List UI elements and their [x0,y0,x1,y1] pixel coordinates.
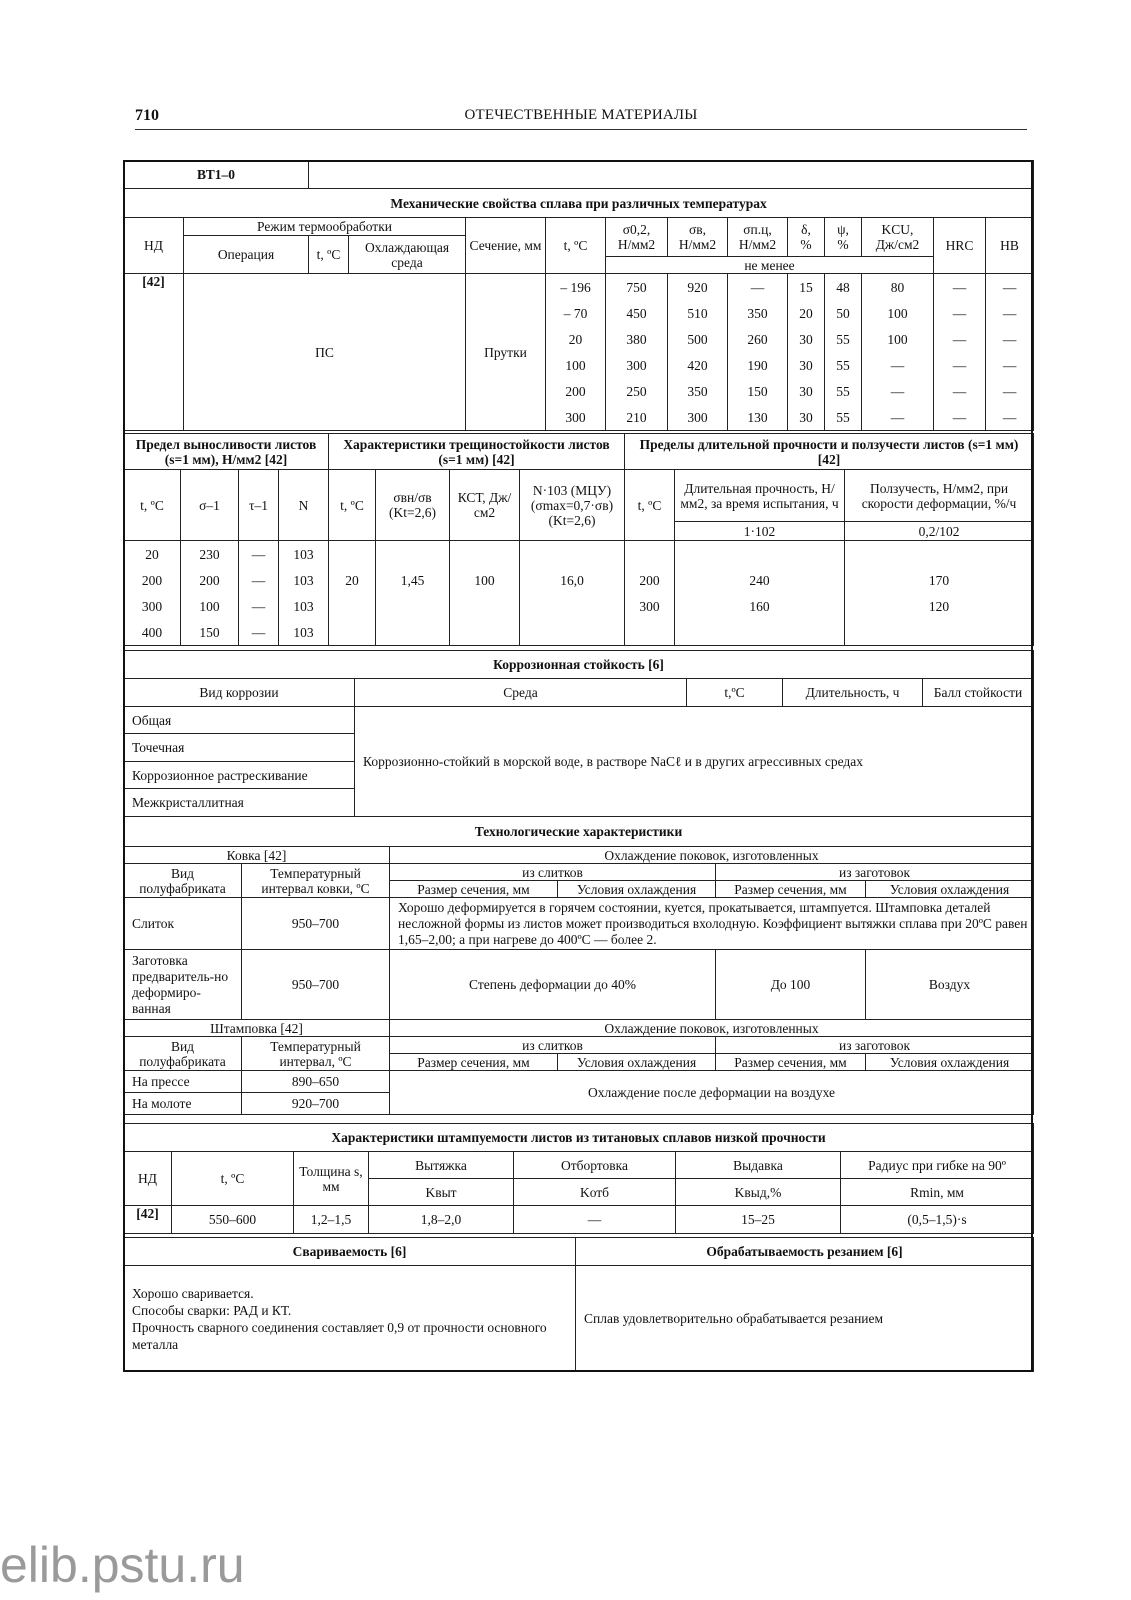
fatigue-cell: 150 [181,619,239,646]
stamp-cell: 1,8–2,0 [369,1206,514,1234]
mech-cell: 190 [728,352,788,378]
creep-cell [845,619,1034,646]
corrosion-h-score: Балл стойкости [923,679,1034,707]
mech-cell: — [986,326,1034,352]
fatigue-cell: 400 [124,619,181,646]
mech-cell: 250 [606,378,668,404]
corrosion-h-medium: Среда [355,679,687,707]
stamping-h-cond: Условия охлаждения [558,1054,716,1071]
stamp-h-radius: Радиус при гибке на 90º [841,1152,1034,1179]
stamp-h-nd: НД [124,1152,172,1206]
mech-cell: — [934,300,986,326]
mech-cell: 30 [788,326,825,352]
page-number: 710 [135,107,159,124]
mech-title: Механические свойства сплава при различных температурах [124,189,1034,218]
fatigue-title: Предел выносливости листов (s=1 мм), Н/мм2 [42] [124,434,329,470]
crack-cell [329,593,376,619]
fatigue-crack-creep-table [123,433,1034,646]
forging-h-cond: Условия охлаждения [866,881,1034,898]
crack-cell: 1,45 [376,567,450,593]
fatigue-h-tau: τ–1 [239,470,279,541]
fatigue-cell: 200 [124,567,181,593]
watermark: elib.pstu.ru [0,1537,245,1593]
stamp-r-min: Rmin, мм [841,1179,1034,1206]
crack-cell [520,541,625,568]
creep-cell [845,541,1034,568]
mech-cell: 260 [728,326,788,352]
mech-cell: 15 [788,274,825,301]
h-kcu: KCU, Дж/см2 [862,218,934,257]
mech-cell: 20 [788,300,825,326]
h-section: Сечение, мм [466,218,546,274]
fatigue-cell: 103 [279,541,329,568]
forging-h-kind: Вид полуфабриката [124,864,242,898]
mech-cell: 380 [606,326,668,352]
creep-cell [625,619,675,646]
mech-properties-table [123,160,1034,431]
crack-cell [450,619,520,646]
mech-cell: — [728,274,788,301]
mech-cell: 130 [728,404,788,431]
weld-line: Хорошо сваривается. [132,1285,254,1301]
mech-cell: 920 [668,274,728,301]
corrosion-table [123,650,1034,817]
corrosion-h-kind: Вид коррозии [124,679,355,707]
mech-cell: — [934,378,986,404]
mech-cell: 200 [546,378,606,404]
fatigue-cell: 300 [124,593,181,619]
mech-cell: – 196 [546,274,606,301]
forging-h-interval: Температурный интервал ковки, ºС [242,864,390,898]
stampability-table [123,1123,1034,1234]
weld-line: Способы сварки: РАД и КТ. [132,1302,292,1318]
mech-cell: — [986,274,1034,301]
fatigue-cell: — [239,541,279,568]
mech-cell: 48 [825,274,862,301]
crack-cell [520,619,625,646]
creep-cell: 170 [845,567,1034,593]
mech-cell: 100 [862,300,934,326]
creep-title: Пределы длительной прочности и ползучести листов (s=1 мм) [42] [625,434,1034,470]
stamp-h-flange: Отбортовка [514,1152,676,1179]
h-op-t: t, ºС [309,236,349,274]
crack-cell: 16,0 [520,567,625,593]
mech-cell: 300 [668,404,728,431]
corrosion-type: Коррозионное растрескивание [124,762,355,789]
h-hrc: HRC [934,218,986,274]
mech-cell: — [934,352,986,378]
forging-blank-deg: Степень деформации до 40% [390,950,716,1020]
forging-h-size: Размер сечения, мм [390,881,558,898]
stamping-hammer-t: 920–700 [242,1093,390,1115]
stamp-h-thick: Толщина s, мм [294,1152,369,1206]
fatigue-cell: — [239,619,279,646]
fatigue-cell: — [239,593,279,619]
fatigue-cell: 20 [124,541,181,568]
crack-h-t: t, ºС [329,470,376,541]
h-operation: Операция [184,236,309,274]
stamping-h-kind: Вид полуфабриката [124,1037,242,1071]
mech-cell: — [934,326,986,352]
crack-cell: 100 [450,567,520,593]
mech-cell: – 70 [546,300,606,326]
crack-cell [450,541,520,568]
h-hb: НВ [986,218,1034,274]
stamp-cell: 550–600 [172,1206,294,1234]
stamping-h-cond: Условия охлаждения [866,1054,1034,1071]
stamping-title: Штамповка [42] [124,1020,390,1037]
stamping-press: На прессе [124,1071,242,1093]
fatigue-cell: — [239,567,279,593]
corrosion-medium: Коррозионно-стойкий в морской воде, в растворе NaCℓ и в других агрессивных средах [355,707,1034,817]
mech-cell: 100 [546,352,606,378]
h-min: не менее [606,257,934,274]
creep-cell [675,619,845,646]
stamp-k-bulge: Kвыд,% [676,1179,841,1206]
h-nd: НД [124,218,184,274]
mech-cell: — [934,404,986,431]
crack-cell [520,593,625,619]
mech-cell: 420 [668,352,728,378]
weld-machining-table [123,1237,1034,1372]
forging-cooling: Охлаждение поковок, изготовленных [390,847,1034,864]
mech-cell: 510 [668,300,728,326]
forging-h-cond: Условия охлаждения [558,881,716,898]
mech-cell: 30 [788,378,825,404]
weld-text [124,1266,576,1372]
creep-h-t: t, ºС [625,470,675,541]
h-sv: σв, Н/мм2 [668,218,728,257]
fatigue-h-n: N [279,470,329,541]
mech-cell: 80 [862,274,934,301]
corrosion-title: Коррозионная стойкость [6] [124,651,1034,679]
forging-from-blanks: из заготовок [716,864,1034,881]
fatigue-h-sigma: σ–1 [181,470,239,541]
creep-h-creep-val: 0,2/102 [845,522,1034,541]
alloy-grade: ВТ1–0 [124,161,309,189]
mech-cell: — [986,300,1034,326]
corrosion-h-duration: Длительность, ч [783,679,923,707]
forging-h-size: Размер сечения, мм [716,881,866,898]
forging-ingot: Слиток [124,898,242,950]
crack-title: Характеристики трещиностойкости листов (s=1 мм) [42] [329,434,625,470]
stamp-k-draw: Kвыт [369,1179,514,1206]
crack-h-ratio: σвн/σв (Kt=2,6) [376,470,450,541]
mech-cell: 450 [606,300,668,326]
mech-cell: 30 [788,404,825,431]
crack-cell [376,593,450,619]
corrosion-type: Точечная [124,734,355,762]
forging-blank-cool: Воздух [866,950,1034,1020]
creep-cell: 120 [845,593,1034,619]
h-temp: t, ºС [546,218,606,274]
fatigue-cell: 230 [181,541,239,568]
crack-h-n: N·103 (МЦУ) (σmax=0,7·σв) (Kt=2,6) [520,470,625,541]
alloy-blank-cell [309,161,1034,189]
mech-cell: 55 [825,352,862,378]
stamp-h-t: t, ºС [172,1152,294,1206]
weld-title: Свариваемость [6] [124,1238,576,1266]
crack-cell [329,619,376,646]
crack-cell [450,593,520,619]
h-psi: ψ, % [825,218,862,257]
mech-section: Прутки [466,274,546,431]
fatigue-cell: 103 [279,593,329,619]
crack-cell [329,541,376,568]
mech-cell: 350 [668,378,728,404]
stamping-after: Охлаждение после деформации на воздухе [390,1071,1034,1115]
page-header [135,107,1027,130]
mech-cell: — [862,404,934,431]
mech-cell: — [986,378,1034,404]
creep-h-creep: Ползучесть, Н/мм2, при скорости деформации, %/ч [845,470,1034,522]
corrosion-type: Общая [124,707,355,734]
mech-cell: 210 [606,404,668,431]
stamping-press-t: 890–650 [242,1071,390,1093]
stamping-hammer: На молоте [124,1093,242,1115]
fatigue-h-t: t, ºС [124,470,181,541]
tech-title: Технологические характеристики [124,817,1034,847]
stamping-from-blanks: из заготовок [716,1037,1034,1054]
creep-cell: 300 [625,593,675,619]
tech-table [123,816,1034,1115]
mech-cell: 55 [825,326,862,352]
h-cooling: Охлаждающая среда [349,236,466,274]
stamping-h-size: Размер сечения, мм [390,1054,558,1071]
mech-cell: — [986,352,1034,378]
stamp-cell: — [514,1206,676,1234]
stamp-title: Характеристики штампуемости листов из титановых сплавов низкой прочности [124,1124,1034,1152]
mech-cell: 30 [788,352,825,378]
mech-cell: — [986,404,1034,431]
mech-cell: 55 [825,378,862,404]
h-mode: Режим термообработки [184,218,466,236]
forging-blank: Заготовка предваритель-но деформиро-ванная [124,950,242,1020]
forging-title: Ковка [42] [124,847,390,864]
stamp-cell: (0,5–1,5)·s [841,1206,1034,1234]
creep-h-long: Длительная прочность, Н/мм2, за время испытания, ч [675,470,845,522]
mech-nd: [42] [124,274,184,431]
forging-blank-t: 950–700 [242,950,390,1020]
weld-line: Прочность сварного соединения составляет 0,9 от прочности основного металла [132,1319,547,1352]
mech-cell: 500 [668,326,728,352]
forging-ingot-note: Хорошо деформируется в горячем состоянии, куется, прокатывается, штампуется. Штамповка деталей несложной формы из листов может производиться вхолодную. Коэффициент вытяжки сплава при 20ºС равен 1,65–2,00; а при нагреве до 400ºС — более 2. [390,898,1034,950]
mech-cell: 20 [546,326,606,352]
stamping-h-interval: Температурный интервал, ºС [242,1037,390,1071]
mech-cell: — [862,352,934,378]
mech-cell: 150 [728,378,788,404]
creep-cell: 240 [675,567,845,593]
stamp-cell: 15–25 [676,1206,841,1234]
creep-cell [675,541,845,568]
stamp-nd: [42] [124,1206,172,1234]
forging-ingot-t: 950–700 [242,898,390,950]
creep-h-long-val: 1·102 [675,522,845,541]
fatigue-cell: 103 [279,619,329,646]
mech-cell: 750 [606,274,668,301]
forging-blank-size: До 100 [716,950,866,1020]
running-title: ОТЕЧЕСТВЕННЫЕ МАТЕРИАЛЫ [464,107,698,123]
corrosion-type: Межкристаллитная [124,789,355,817]
stamp-cell: 1,2–1,5 [294,1206,369,1234]
fatigue-cell: 200 [181,567,239,593]
stamping-h-size: Размер сечения, мм [716,1054,866,1071]
machining-text: Сплав удовлетворительно обрабатывается резанием [576,1266,1034,1372]
mech-cell: — [862,378,934,404]
crack-h-kct: КСТ, Дж/см2 [450,470,520,541]
creep-cell [625,541,675,568]
h-s02: σ0,2, Н/мм2 [606,218,668,257]
crack-cell [376,619,450,646]
crack-cell [376,541,450,568]
creep-cell: 160 [675,593,845,619]
crack-cell: 20 [329,567,376,593]
mech-cell: 100 [862,326,934,352]
forging-from-ingots: из слитков [390,864,716,881]
creep-cell: 200 [625,567,675,593]
fatigue-cell: 100 [181,593,239,619]
stamp-h-draw: Вытяжка [369,1152,514,1179]
mech-cell: 55 [825,404,862,431]
h-delta: δ, % [788,218,825,257]
mech-cell: 350 [728,300,788,326]
stamp-h-bulge: Выдавка [676,1152,841,1179]
stamping-from-ingots: из слитков [390,1037,716,1054]
fatigue-cell: 103 [279,567,329,593]
mech-cell: — [934,274,986,301]
stamp-k-flange: Kотб [514,1179,676,1206]
h-spc: σп.ц, Н/мм2 [728,218,788,257]
machining-title: Обрабатываемость резанием [6] [576,1238,1034,1266]
corrosion-h-t: t,ºС [687,679,783,707]
mech-operation: ПС [184,274,466,431]
mech-cell: 50 [825,300,862,326]
stamping-cooling: Охлаждение поковок, изготовленных [390,1020,1034,1037]
mech-cell: 300 [606,352,668,378]
mech-cell: 300 [546,404,606,431]
